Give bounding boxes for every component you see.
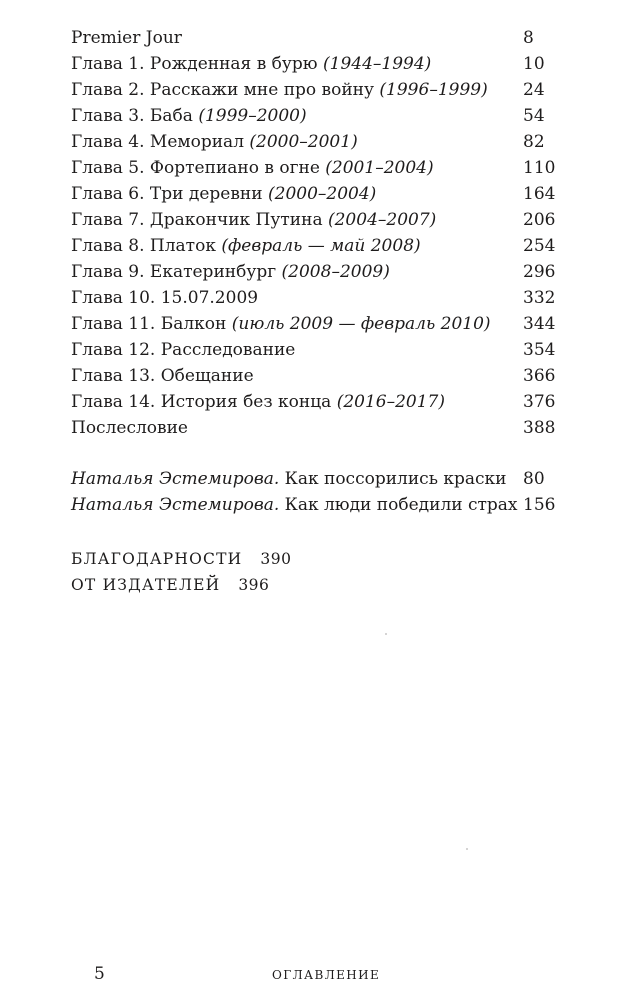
toc-entry-title: Глава 10. 15.07.2009 <box>71 288 259 308</box>
running-footer-label: ОГЛАВЛЕНИЕ <box>272 968 381 982</box>
toc-entry-title: Глава 2. Расскажи мне про войну (1996–1999) <box>71 80 488 100</box>
toc-entry <box>71 181 556 207</box>
toc-entry-title: Глава 6. Три деревни (2000–2004) <box>71 184 377 204</box>
toc-entry-title: Глава 3. Баба (1999–2000) <box>71 106 307 126</box>
toc-story-title: Наталья Эстемирова. Как поссорились краски <box>71 469 507 489</box>
toc-entry <box>71 103 553 129</box>
toc-story-entry <box>71 492 556 518</box>
toc-entry <box>71 77 553 103</box>
toc-entry-title: Глава 12. Расследование <box>71 340 296 360</box>
toc-entry-page: 344 <box>523 314 556 334</box>
toc-entry-title: Глава 7. Дракончик Путина (2004–2007) <box>71 210 437 230</box>
toc-story-title: Наталья Эстемирова. Как люди победили страх <box>71 495 518 515</box>
toc-entry <box>71 25 553 51</box>
back-matter-page: 396 <box>238 576 270 594</box>
paper-speck <box>385 633 387 635</box>
toc-entry <box>71 207 556 233</box>
toc-acknowledgements <box>71 546 291 572</box>
toc-entry-page: 354 <box>523 340 556 360</box>
toc-entry <box>71 415 556 441</box>
toc-entry <box>71 285 556 311</box>
back-matter-page: 390 <box>260 550 292 568</box>
toc-entry-title: Послесловие <box>71 418 188 438</box>
toc-entry-page: 8 <box>523 28 534 48</box>
toc-entry-title: Глава 8. Платок (февраль — май 2008) <box>71 236 421 256</box>
toc-entry-page: 388 <box>523 418 556 438</box>
toc-entry-title: Глава 9. Екатеринбург (2008–2009) <box>71 262 390 282</box>
toc-entry-title: Глава 14. История без конца (2016–2017) <box>71 392 445 412</box>
toc-entry-page: 206 <box>523 210 556 230</box>
toc-publishers-note <box>71 572 269 598</box>
toc-entry-page: 254 <box>523 236 556 256</box>
toc-entry-title: Глава 11. Балкон (июль 2009 — февраль 2010) <box>71 314 491 334</box>
toc-entry <box>71 51 553 77</box>
toc-entry-title: Глава 4. Мемориал (2000–2001) <box>71 132 358 152</box>
back-matter-label: БЛАГОДАРНОСТИ <box>71 550 243 568</box>
toc-entry-page: 164 <box>523 184 556 204</box>
toc-entry-page: 296 <box>523 262 556 282</box>
toc-entry-title: Premier Jour <box>71 28 182 48</box>
toc-entry-page: 82 <box>523 132 545 152</box>
page-number: 5 <box>94 964 105 984</box>
toc-entry-page: 10 <box>523 54 545 74</box>
toc-entry-page: 156 <box>523 495 556 515</box>
toc-entry-title: Глава 1. Рожденная в бурю (1944–1994) <box>71 54 432 74</box>
toc-entry-page: 366 <box>523 366 556 386</box>
toc-entry <box>71 155 556 181</box>
toc-entry-title: Глава 5. Фортепиано в огне (2001–2004) <box>71 158 434 178</box>
toc-entry-page: 376 <box>523 392 556 412</box>
story-author: Наталья Эстемирова. <box>71 495 280 515</box>
toc-entry <box>71 337 556 363</box>
toc-entry <box>71 311 556 337</box>
toc-entry-page: 80 <box>523 469 545 489</box>
toc-entry <box>71 233 556 259</box>
toc-entry-page: 332 <box>523 288 556 308</box>
story-author: Наталья Эстемирова. <box>71 469 280 489</box>
toc-entry-title: Глава 13. Обещание <box>71 366 254 386</box>
toc-entry-page: 110 <box>523 158 556 178</box>
toc-entry <box>71 389 556 415</box>
toc-entry <box>71 129 553 155</box>
paper-speck <box>466 848 468 850</box>
back-matter-label: ОТ ИЗДАТЕЛЕЙ <box>71 576 221 594</box>
toc-entry-page: 54 <box>523 106 545 126</box>
toc-story-entry <box>71 466 553 492</box>
toc-entry <box>71 363 556 389</box>
toc-entry-page: 24 <box>523 80 545 100</box>
toc-entry <box>71 259 556 285</box>
